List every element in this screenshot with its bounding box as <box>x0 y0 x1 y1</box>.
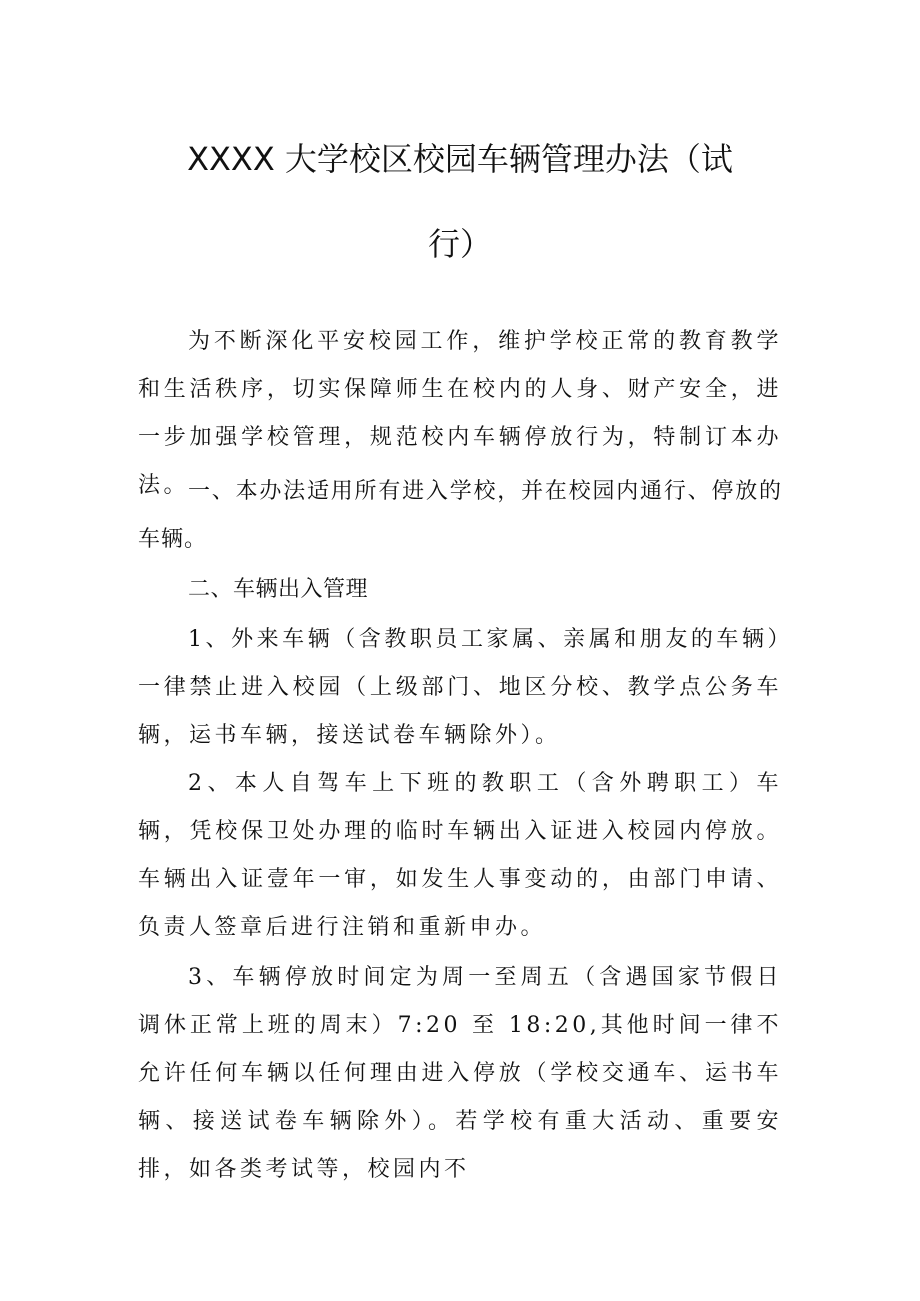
item-2-block <box>138 760 782 952</box>
section-1-block <box>138 468 782 564</box>
item-1-block <box>138 616 782 760</box>
document-title-line-2: 行） <box>427 225 492 263</box>
item-1-paragraph: 1、外来车辆（含教职员工家属、亲属和朋友的车辆）一律禁止进入校园（上级部门、地区分校、教学点公务车辆，运书车辆，接送试卷车辆除外）。 <box>138 627 782 748</box>
section-1-paragraph: 一、本办法适用所有进入学校，并在校园内通行、停放的车辆。 <box>138 479 782 552</box>
item-3-block <box>138 954 782 1194</box>
section-2-heading: 二、车辆出入管理 <box>188 577 369 602</box>
item-2-paragraph: 2、本人自驾车上下班的教职工（含外聘职工）车辆，凭校保卫处办理的临时车辆出入证进入校园内停放。车辆出入证壹年一审，如发生人事变动的，由部门申请、负责人签章后进行注销和重新申办。 <box>138 771 782 940</box>
item-3-paragraph: 3、车辆停放时间定为周一至周五（含遇国家节假日调休正常上班的周末）7:20 至 18:20,其他时间一律不允许任何车辆以任何理由进入停放（学校交通车、运书车辆、接送试卷车辆除外）。若学校有重大活动、重要安排，如各类考试等，校园内不 <box>138 965 782 1182</box>
document-title-line-1: XXXX 大学校区校园车辆管理办法（试 <box>187 140 733 178</box>
intro-paragraph: 为不断深化平安校园工作，维护学校正常的教育教学和生活秩序，切实保障师生在校内的人身、财产安全，进一步加强学校管理，规范校内车辆停放行为，特制订本办法。 <box>138 329 782 498</box>
section-2-heading-block <box>138 566 782 614</box>
